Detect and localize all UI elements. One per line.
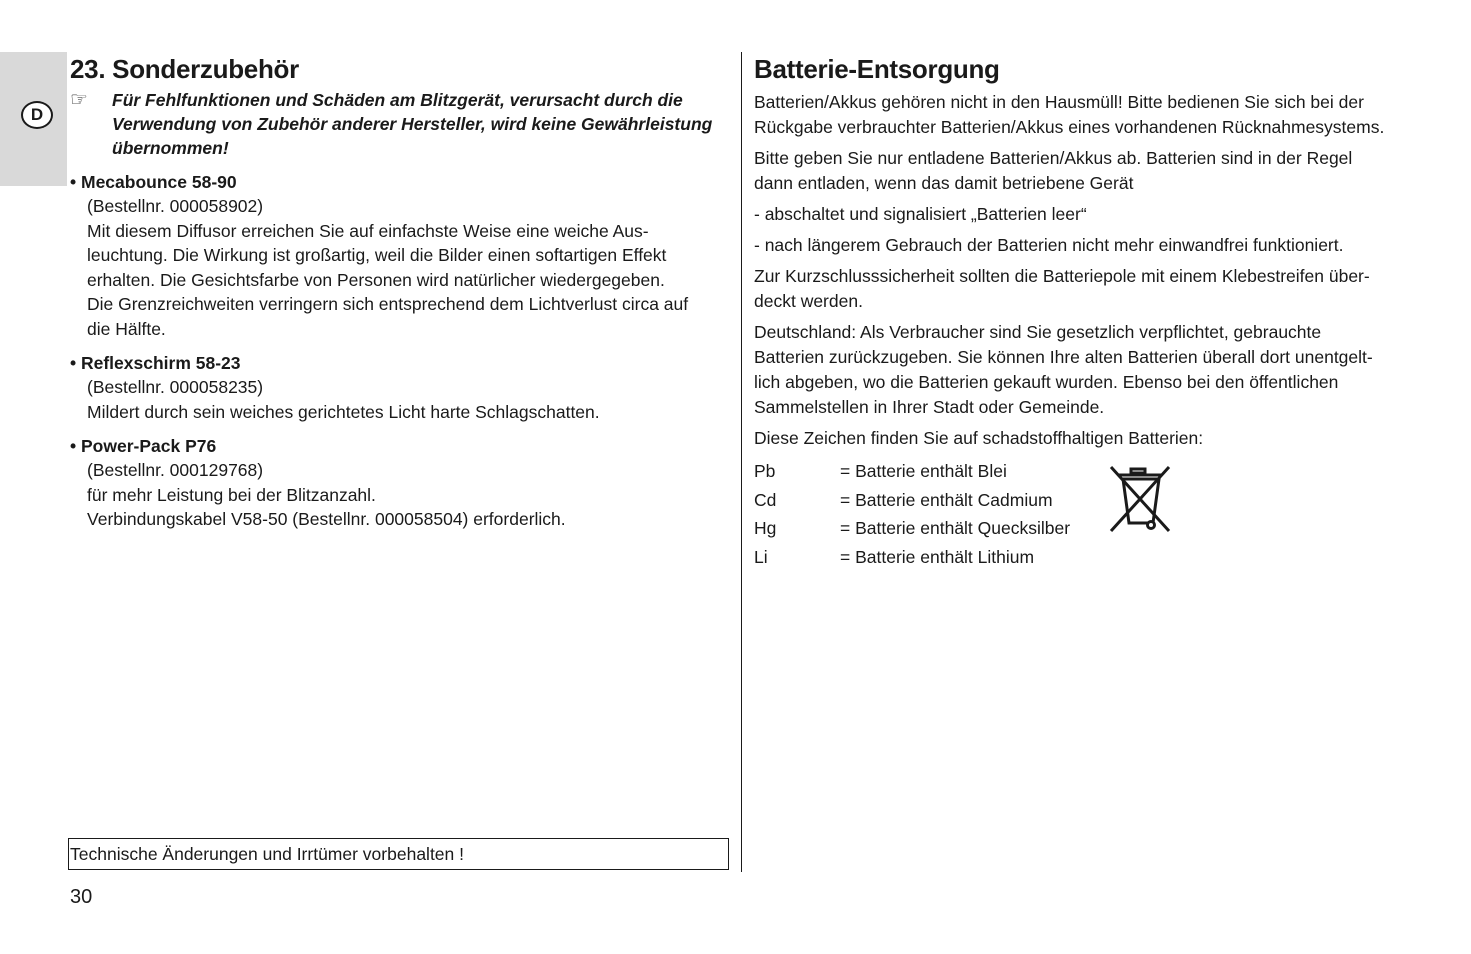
accessory-description xyxy=(70,375,730,424)
description-line: Verbindungskabel V58-50 (Bestellnr. 000058504) erforderlich. xyxy=(87,509,566,529)
accessory-description xyxy=(70,194,730,341)
paragraph xyxy=(754,146,1414,196)
order-number: (Bestellnr. 000058235) xyxy=(87,377,264,397)
description-line: für mehr Leistung bei der Blitzanzahl. xyxy=(87,484,376,505)
accessory-list xyxy=(70,170,730,532)
description-line: erhalten. Die Gesichtsfarbe von Personen wird natürlicher wiedergegeben. xyxy=(87,269,665,290)
section-title: 23. Sonderzubehör xyxy=(70,54,299,84)
crossed-out-wheelie-bin-icon xyxy=(1109,465,1173,535)
right-column xyxy=(754,52,1414,571)
paragraph-line: deckt werden. xyxy=(754,291,863,311)
disclaimer-box: Technische Änderungen und Irrtümer vorbehalten ! xyxy=(68,838,729,870)
chemical-meaning: = Batterie enthält Quecksilber xyxy=(840,518,1071,538)
order-number: (Bestellnr. 000129768) xyxy=(87,460,264,480)
description-line: leuchtung. Die Wirkung ist großartig, weil die Bilder einen softartigen Effekt xyxy=(87,245,667,265)
paragraph-list xyxy=(754,90,1414,451)
paragraph-line: Deutschland: Als Verbraucher sind Sie gesetzlich verpflichtet, gebrauchte xyxy=(754,322,1322,342)
page-number: 30 xyxy=(70,886,93,908)
paragraph xyxy=(754,426,1414,451)
paragraph xyxy=(754,320,1414,420)
chemical-symbols xyxy=(754,457,1414,571)
paragraph-line: lich abgeben, wo die Batterien gekauft wurden. Ebenso bei den öffentlichen xyxy=(754,372,1339,392)
paragraph-line: - abschaltet und signalisiert „Batterien leer“ xyxy=(754,204,1087,224)
chemical-table xyxy=(754,457,1414,571)
paragraph xyxy=(754,233,1414,258)
chemical-meaning: = Batterie enthält Blei xyxy=(840,461,1007,481)
paragraph-line: Sammelstellen in Ihrer Stadt oder Gemeinde. xyxy=(754,397,1105,417)
accessory-item xyxy=(70,434,730,532)
chemical-meaning: = Batterie enthält Cadmium xyxy=(840,489,1053,510)
chemical-symbol: Cd xyxy=(754,489,777,510)
paragraph xyxy=(754,90,1414,140)
accessory-item xyxy=(70,351,730,424)
description-line: Mit diesem Diffusor erreichen Sie auf einfachste Weise eine weiche Aus- xyxy=(87,220,649,241)
warranty-note-text: Für Fehlfunktionen und Schäden am Blitzgerät, verursacht durch die Verwendung von Zubehör anderer Hersteller, wird keine Gewährleistung übernommen! xyxy=(112,90,713,158)
accessory-name: • Reflexschirm 58-23 xyxy=(70,353,241,373)
pointing-hand-icon: ☞ xyxy=(70,89,88,111)
description-line: Die Grenzreichweiten verringern sich entsprechend dem Lichtverlust circa auf xyxy=(87,294,689,314)
paragraph xyxy=(754,264,1414,314)
paragraph-line: - nach längerem Gebrauch der Batterien nicht mehr einwandfrei funktioniert. xyxy=(754,235,1344,255)
chemical-symbol: Hg xyxy=(754,518,777,538)
left-column xyxy=(70,52,730,532)
order-number: (Bestellnr. 000058902) xyxy=(87,196,264,216)
warranty-note xyxy=(70,88,730,160)
description-line: die Hälfte. xyxy=(87,318,166,339)
column-divider xyxy=(741,52,742,872)
paragraph-line: dann entladen, wenn das damit betriebene Gerät xyxy=(754,173,1134,193)
accessory-name: • Mecabounce 58-90 xyxy=(70,172,237,192)
chemical-meaning: = Batterie enthält Lithium xyxy=(840,546,1035,567)
paragraph-line: Zur Kurzschlusssicherheit sollten die Batteriepole mit einem Klebestreifen über- xyxy=(754,266,1370,286)
description-line: Mildert durch sein weiches gerichtetes Licht harte Schlagschatten. xyxy=(87,401,600,422)
language-badge: D xyxy=(21,101,53,129)
accessory-item xyxy=(70,170,730,341)
paragraph-line: Diese Zeichen finden Sie auf schadstoffhaltigen Batterien: xyxy=(754,428,1204,448)
paragraph xyxy=(754,202,1414,227)
paragraph-line: Bitte geben Sie nur entladene Batterien/Akkus ab. Batterien sind in der Regel xyxy=(754,148,1353,168)
chemical-symbol: Li xyxy=(754,546,768,567)
chemical-symbol: Pb xyxy=(754,461,776,481)
accessory-name: • Power-Pack P76 xyxy=(70,436,217,456)
paragraph-line: Batterien/Akkus gehören nicht in den Hausmüll! Bitte bedienen Sie sich bei der xyxy=(754,92,1364,112)
paragraph-line: Batterien zurückzugeben. Sie können Ihre alten Batterien überall dort unentgelt- xyxy=(754,347,1373,367)
accessory-description xyxy=(70,458,730,532)
paragraph-line: Rückgabe verbrauchter Batterien/Akkus eines vorhandenen Rücknahmesystems. xyxy=(754,117,1385,137)
battery-disposal-title: Batterie-Entsorgung xyxy=(754,54,1000,84)
